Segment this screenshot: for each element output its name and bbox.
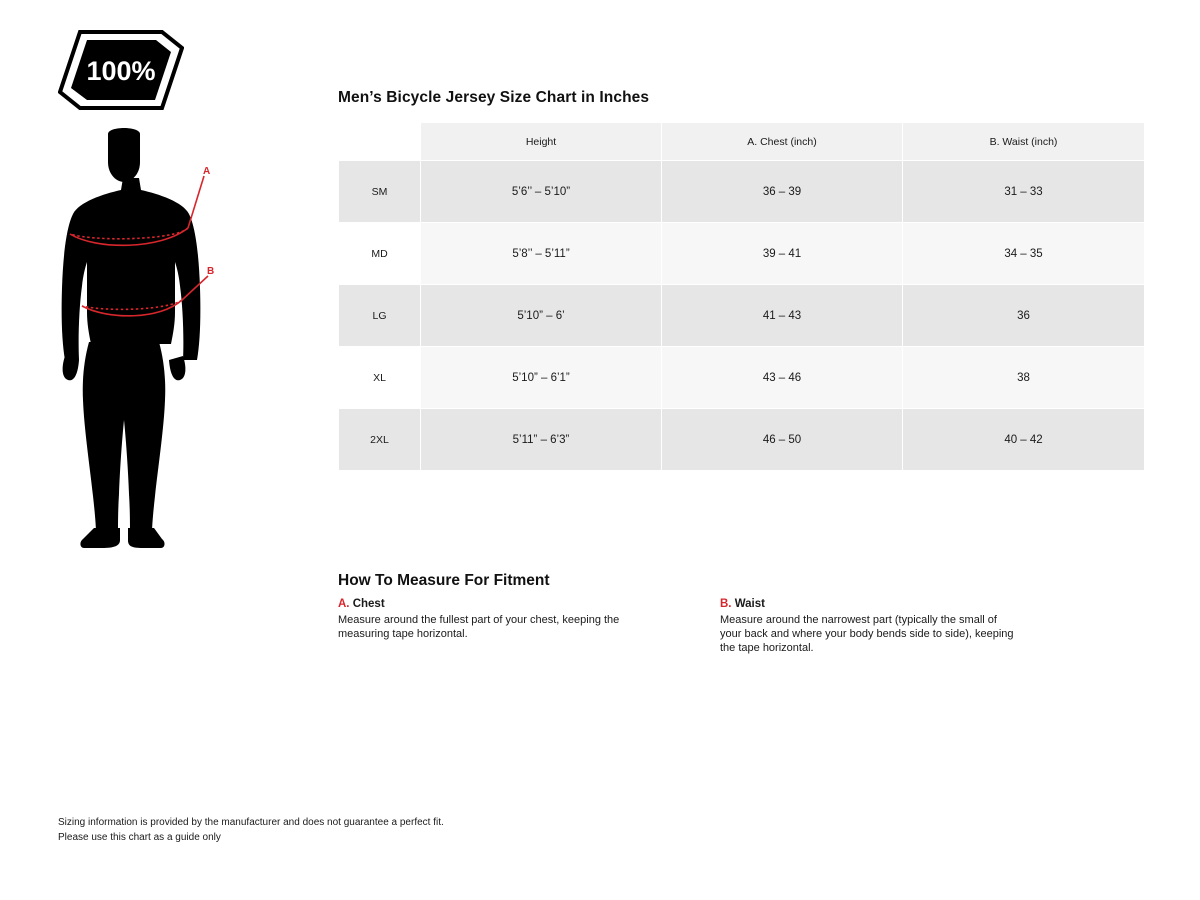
how-to-measure-heading: How To Measure For Fitment — [338, 572, 550, 589]
measure-item-text: Measure around the fullest part of your chest, keeping the measuring tape horizontal. — [338, 614, 620, 640]
cell-size: LG — [339, 285, 421, 347]
measure-item-text: Measure around the narrowest part (typically the small of your back and where your body bends side to side), keeping the tape horizontal. — [720, 614, 1014, 654]
cell-chest: 43 – 46 — [662, 347, 903, 409]
measure-item-title — [720, 598, 1020, 610]
cell-chest: 39 – 41 — [662, 223, 903, 285]
table-row — [339, 347, 1145, 409]
size-chart-table — [338, 122, 1145, 471]
cell-waist: 40 – 42 — [903, 409, 1145, 471]
table-row — [339, 285, 1145, 347]
column-header-waist: B. Waist (inch) — [903, 123, 1145, 161]
measure-item-chest — [338, 598, 638, 641]
cell-waist: 34 – 35 — [903, 223, 1145, 285]
figure-label-b: B — [207, 266, 215, 277]
cell-height: 5’11” – 6’3” — [421, 409, 662, 471]
column-header-size — [339, 123, 421, 161]
measure-item-name: Chest — [352, 598, 385, 610]
cell-chest: 36 – 39 — [662, 161, 903, 223]
column-header-height: Height — [421, 123, 662, 161]
disclaimer-line-1: Sizing information is provided by the manufacturer and does not guarantee a perfect fit. — [58, 817, 444, 828]
measure-item-letter: A. — [338, 598, 350, 610]
measure-item-waist — [720, 598, 1020, 655]
table-row — [339, 409, 1145, 471]
cell-height: 5’6’’ – 5’10” — [421, 161, 662, 223]
cell-height: 5’10” – 6’ — [421, 285, 662, 347]
table-row — [339, 161, 1145, 223]
cell-size: SM — [339, 161, 421, 223]
cell-size: XL — [339, 347, 421, 409]
body-measurement-figure — [56, 128, 286, 553]
disclaimer-line-2: Please use this chart as a guide only — [58, 831, 221, 843]
disclaimer — [58, 816, 444, 845]
male-silhouette-icon — [62, 128, 201, 548]
cell-waist: 38 — [903, 347, 1145, 409]
cell-waist: 31 – 33 — [903, 161, 1145, 223]
cell-height: 5’10” – 6’1” — [421, 347, 662, 409]
cell-chest: 46 – 50 — [662, 409, 903, 471]
logo-text: 100% — [86, 56, 156, 86]
cell-chest: 41 – 43 — [662, 285, 903, 347]
brand-logo — [58, 30, 184, 110]
cell-size: 2XL — [339, 409, 421, 471]
table-header-row — [339, 123, 1145, 161]
measure-item-title — [338, 598, 638, 610]
cell-height: 5’8’’ – 5’11” — [421, 223, 662, 285]
figure-label-a: A — [203, 166, 211, 177]
hexagon-badge-icon — [58, 30, 184, 110]
measure-item-letter: B. — [720, 598, 732, 610]
cell-size: MD — [339, 223, 421, 285]
table-row — [339, 223, 1145, 285]
column-header-chest: A. Chest (inch) — [662, 123, 903, 161]
cell-waist: 36 — [903, 285, 1145, 347]
page-title: Men’s Bicycle Jersey Size Chart in Inches — [338, 89, 650, 106]
measure-item-name: Waist — [734, 598, 765, 610]
